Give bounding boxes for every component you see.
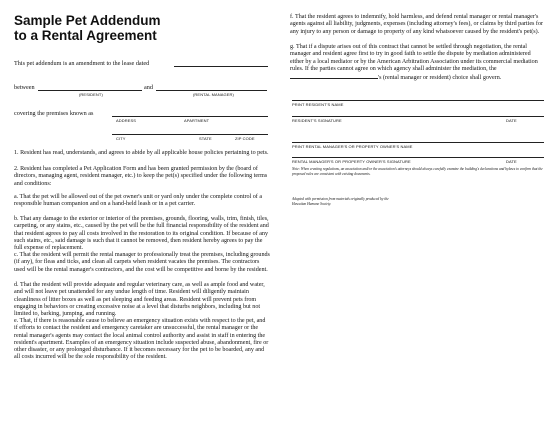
address-field[interactable] [112,116,268,117]
resident-date-caption: DATE [506,118,517,123]
resident-signature-line[interactable] [292,116,544,117]
city-state-zip-field[interactable] [112,134,268,135]
resident-caption: (RESIDENT) [79,92,103,97]
manager-date-caption: DATE [506,159,517,164]
clause-a: a. That the pet will be allowed out of the pet owner's unit or yard only under the complete control of a responsible human companion and on a hand-held leash or in a pet carrier. [14,194,263,208]
zip-caption: ZIP CODE [235,136,255,141]
print-manager-line[interactable] [292,142,544,143]
clause-1: 1. Resident has read, understands, and agrees to abide by all applicable house policies pertaining to pets. [14,150,269,156]
and-label: and [144,84,153,91]
resident-signature-caption: RESIDENT'S SIGNATURE [292,118,342,123]
title-line-2: to a Rental Agreement [14,28,157,43]
manager-caption: (RENTAL MANAGER) [193,92,234,97]
intro-text: This pet addendum is an amendment to the lease dated [14,60,150,67]
clause-d: d. That the resident will provide adequate and regular veterinary care, as well as ample food and water, and will not leave pet unattended for any undue length of time. Resident will diligently maintain cleanliness of litter boxes as well as pet sleeping and feeding areas. Resident will prevent pets from engaging in behaviors or creating excessive noise at a level that disturbs neighbors, including but not limited to, barking, jumping, and running. [14,282,265,318]
mediation-chooser-field[interactable] [290,73,378,79]
covering-label: covering the premises known as [14,110,94,117]
manager-name-field[interactable] [156,90,267,91]
clause-f: f. That the resident agrees to indemnify, hold harmless, and defend rental manager or rental manager's agents against all liability, judgments, expenses (including attorney's fees), or claims by third parties for any injury to any person or damage to property of any kind whatsoever caused by the resident's pet(s). [290,14,544,35]
clause-2: 2. Resident has completed a Pet Application Form and has been granted permission by the (board of directors, managing agent, resident manager, etc.) to keep the pet(s) specified under the following terms and conditions: [14,166,268,187]
print-resident-line[interactable] [292,100,544,101]
print-resident-caption: PRINT RESIDENT'S NAME [292,102,344,107]
title-line-1: Sample Pet Addendum [14,13,161,28]
manager-signature-line[interactable] [292,157,544,158]
page-title [14,13,161,43]
state-caption: STATE [199,136,212,141]
lease-date-field[interactable] [174,66,268,67]
address-caption: ADDRESS [116,118,137,123]
clause-g-text: g. That if a dispute arises out of this contract that cannot be settled through negotiation, the rental manager and resident agree first to try in good faith to settle the dispute by mediation administered either by a local mediator or by the American Arbitration Association under its commercial mediation rules. If the parties cannot agree on which agency shall administer the mediation, the [290,44,538,72]
between-label: between [14,84,35,91]
note-text: Note: When creating regulations, an association and/or the association's attorneys should always carefully examine the building's declarations and bylaws to confirm that the proposed rules are consistent with existing documents. [292,167,543,176]
credit-text: Adapted with permission from materials originally produced by the Hawaiian Humane Society. [292,197,389,206]
clause-g-end: 's (rental manager or resident) choice shall govern. [378,75,502,82]
clause-g [290,44,544,82]
resident-name-field[interactable] [38,90,142,91]
manager-signature-caption: RENTAL MANAGER'S OR PROPERTY OWNER'S SIGNATURE [292,159,411,164]
city-caption: CITY [116,136,126,141]
clause-c: c. That the resident will permit the rental manager to professionally treat the premises, including grounds (if any), for fleas and ticks, and clean all carpets when resident vacates the premises. The contractors used will be the rental manager's contractors, and the cost will be competitive and borne by the resident. [14,252,270,273]
apartment-caption: APARTMENT [184,118,210,123]
clause-b: b. That any damage to the exterior or interior of the premises, grounds, flooring, walls, trim, finish, tiles, carpeting, or any stains, etc., caused by the pet will be the full financial responsibility of the resident and that resident agrees to pay all costs involved in the restoration to its original condition. If because of any such stains, etc., said damage is such that it cannot be removed, then resident hereby agrees to pay the full expense of replacement. [14,216,269,252]
print-manager-caption: PRINT RENTAL MANAGER'S OR PROPERTY OWNER'S NAME [292,144,413,149]
clause-e: e. That, if there is reasonable cause to believe an emergency situation exists with respect to the pet, and if efforts to contact the resident and emergency caretaker are unsuccessful, the rental manager or the rental manager's agents may contact the local animal control authority and assist in staff in entering the resident's apartment. Examples of an emergency situation include suspected abuse, abandonment, fire or other disaster, or any prolonged disturbance. If it becomes necessary for the pet to be boarded, any and all costs incurred will be the sole responsibility of the resident. [14,318,269,361]
